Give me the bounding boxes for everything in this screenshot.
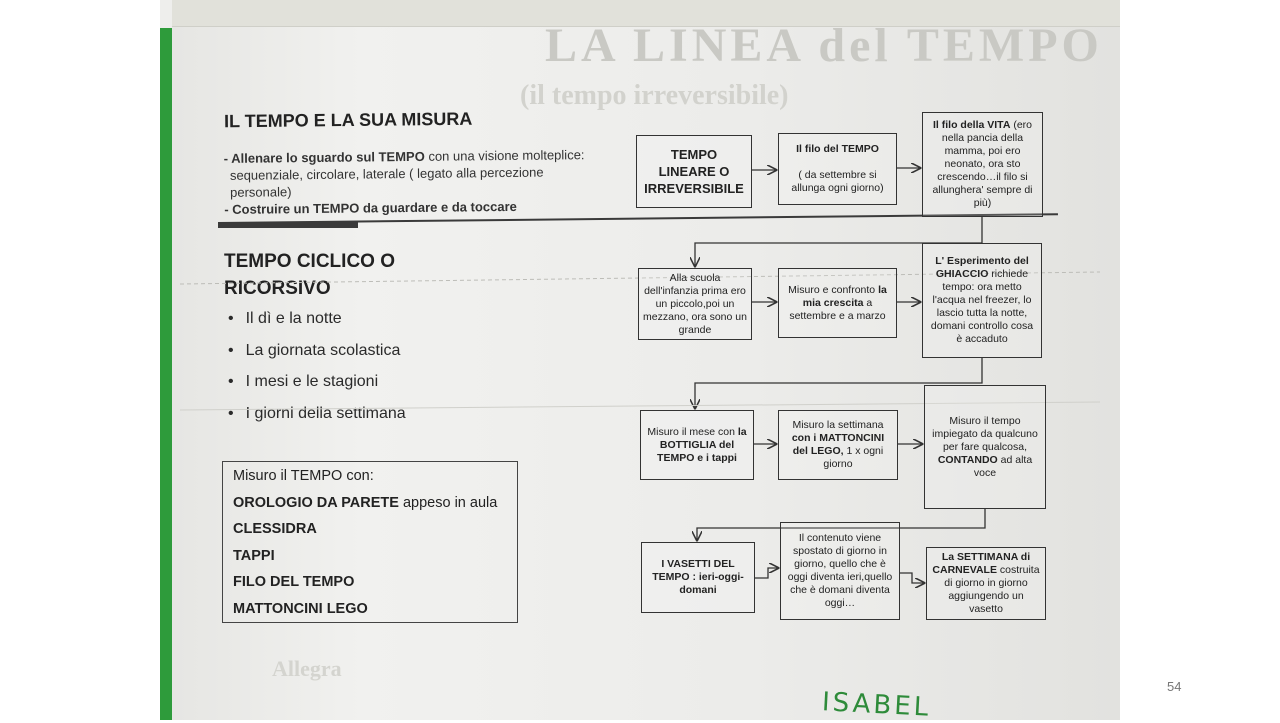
misuro-intro: Misuro il TEMPO con: bbox=[233, 468, 374, 484]
flow-box-carnevale: La SETTIMANA di CARNEVALE costruita di giorno in giorno aggiungendo un vasetto bbox=[926, 547, 1046, 620]
list-item: • Il dì e la notte bbox=[228, 310, 406, 342]
page-title: IL TEMPO E LA SUA MISURA bbox=[223, 108, 473, 132]
flow-box-vasetti: I VASETTI DEL TEMPO : ieri-oggi-domani bbox=[641, 542, 755, 613]
flow-box-lego: Misuro la settimana con i MATTONCINI del LEGO, 1 x ogni giorno bbox=[778, 410, 898, 480]
list-item: • La giornata scolastica bbox=[228, 342, 406, 374]
intro-line-3: personale) bbox=[230, 184, 292, 200]
background-ghost-footer: Allegra bbox=[272, 656, 342, 681]
flow-box-crescita: Misuro e confronto la mia crescita a settembre e a marzo bbox=[778, 268, 897, 338]
document-photo bbox=[160, 0, 1120, 720]
flow-box-scuola-infanzia: Alla scuola dell'infanzia prima ero un piccolo,poi un mezzano, ora sono un grande bbox=[638, 268, 752, 340]
ciclico-heading: TEMPO CICLICO O RICORSIVO bbox=[224, 251, 395, 299]
intro-line-4: - Costruire un TEMPO da guardare e da toccare bbox=[224, 198, 517, 217]
misuro-row-5: MATTONCINI LEGO bbox=[233, 600, 368, 617]
flow-box-ghiaccio: L' Esperimento del GHIACCIO richiede tempo: ora metto l'acqua nel freezer, lo lascio tutta la notte, domani controllo cosa è accaduto bbox=[922, 243, 1042, 358]
intro-line-1: - Allenare lo sguardo sul TEMPO con una visione molteplice: bbox=[223, 147, 585, 166]
misuro-row-4: FILO DEL TEMPO bbox=[233, 574, 355, 590]
misuro-row-2: CLESSIDRA bbox=[233, 521, 317, 537]
flow-box-contenuto: Il contenuto viene spostato di giorno in giorno, quello che è oggi diventa ieri,quello che è domani diventa oggi… bbox=[780, 522, 900, 620]
flow-box-bottiglia: Misuro il mese con la BOTTIGLIA del TEMPO e i tappi bbox=[640, 410, 754, 480]
handwritten-signature: ISABEL bbox=[821, 687, 932, 723]
flow-box-filo-tempo: Il filo del TEMPO ( da settembre si allunga ogni giorno) bbox=[778, 133, 897, 205]
flow-box-contando: Misuro il tempo impiegato da qualcuno per fare qualcosa, CONTANDO ad alta voce bbox=[924, 385, 1046, 509]
list-item: • I giorni della settimana bbox=[228, 405, 406, 437]
misuro-row-3: TAPPI bbox=[233, 547, 275, 564]
background-ghost-headline: LA LINEA del TEMPO bbox=[545, 19, 1103, 72]
misuro-row-1: OROLOGIO DA PARETE appeso in aula bbox=[233, 494, 498, 511]
list-item: • I mesi e le stagioni bbox=[228, 373, 406, 405]
flow-box-lineare: TEMPO LINEARE O IRREVERSIBILE bbox=[636, 135, 752, 208]
background-ghost-subhead: (il tempo irreversibile) bbox=[520, 80, 789, 111]
flow-box-filo-vita: Il filo della VITA (ero nella pancia della mamma, poi ero neonato, ora sto crescendo…il filo si allunghera' sempre di più) bbox=[922, 112, 1043, 217]
intro-line-2: sequenziale, circolare, laterale ( legato alla percezione bbox=[229, 164, 544, 183]
slide-number: 54 bbox=[1167, 679, 1182, 694]
